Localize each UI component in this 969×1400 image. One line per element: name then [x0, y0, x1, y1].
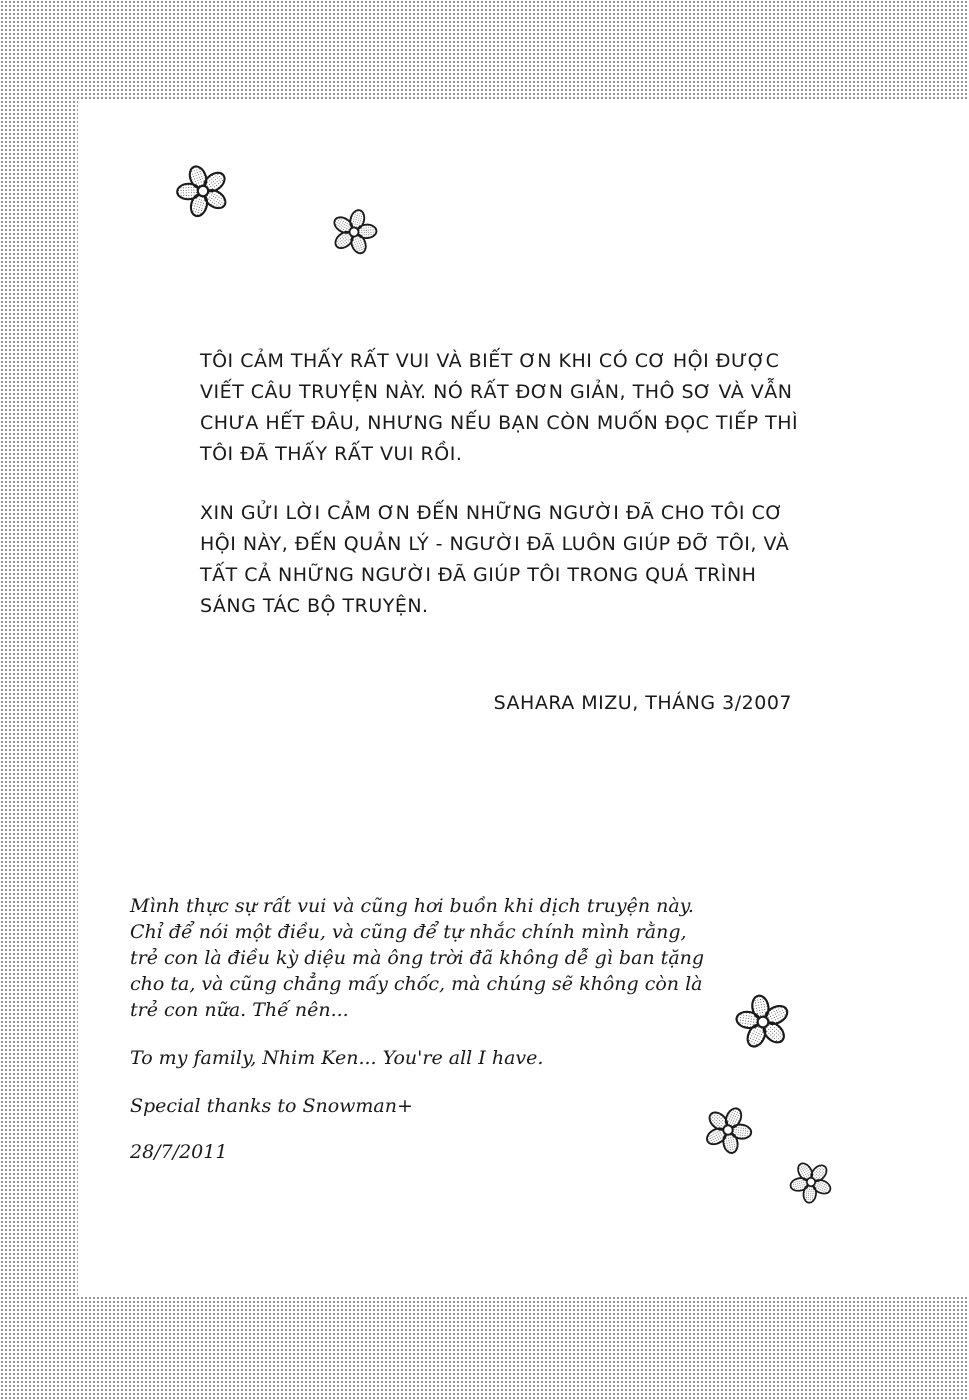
translator-dedication: To my family, Nhim Ken... You're all I have.	[130, 1047, 544, 1069]
flower-doodle-icon	[327, 205, 381, 259]
flower-doodle-icon	[731, 990, 795, 1054]
translator-thanks: Special thanks to Snowman+	[130, 1095, 413, 1117]
author-signature: SAHARA MIZU, THÁNG 3/2007	[493, 692, 792, 714]
flower-doodle-icon	[172, 160, 234, 222]
translator-date: 28/7/2011	[130, 1141, 228, 1163]
author-paragraph-acknowledgements: XIN GỬI LỜI CẢM ƠN ĐẾN NHỮNG NGƯỜI ĐÃ CHO TÔI CƠ HỘI NÀY, ĐẾN QUẢN LÝ - NGƯỜI ĐÃ LUÔN GIÚP ĐỠ TÔI, VÀ TẤT CẢ NHỮNG NGƯỜI ĐÃ GIÚP TÔI TRONG QUÁ TRÌNH SÁNG TÁC BỘ TRUYỆN.	[200, 502, 790, 617]
flower-doodle-icon	[700, 1102, 756, 1158]
translator-note	[130, 893, 705, 1187]
translator-message: Mình thực sự rất vui và cũng hơi buồn khi dịch truyện này. Chỉ để nói một điều, và cũng để tự nhắc chính mình rằng, trẻ con là điều kỳ diệu mà ông trời đã không dễ gì ban tặng cho ta, và cũng chẳng mấy chốc, mà chúng sẽ không còn là trẻ con nữa. Thế nên...	[130, 895, 705, 1021]
author-note	[200, 346, 810, 650]
flower-doodle-icon	[786, 1157, 836, 1207]
author-paragraph-thanks: TÔI CẢM THẤY RẤT VUI VÀ BIẾT ƠN KHI CÓ CƠ HỘI ĐƯỢC VIẾT CÂU TRUYỆN NÀY. NÓ RẤT ĐƠN GIẢN, THÔ SƠ VÀ VẪN CHƯA HẾT ĐÂU, NHƯNG NẾU BẠN CÒN MUỐN ĐỌC TIẾP THÌ TÔI ĐÃ THẤY RẤT VUI RỒI.	[200, 350, 799, 465]
